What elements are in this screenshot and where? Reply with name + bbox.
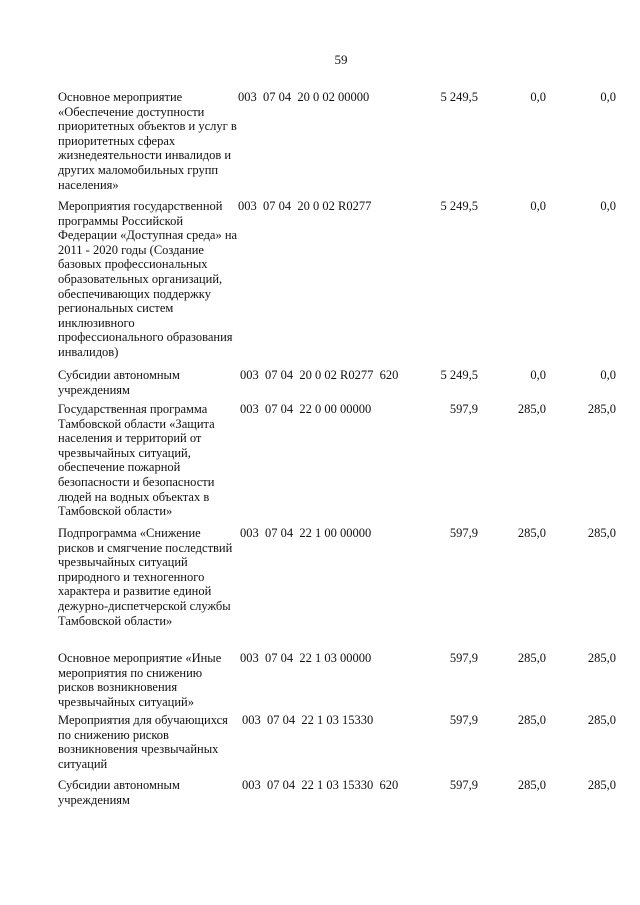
row-value-3: 285,0 [587,402,616,416]
row-value-2: 285,0 [517,651,546,665]
row-code: 003 07 04 20 0 02 00000 [238,90,370,104]
row-value-1: 5 249,5 [440,368,478,382]
row-code: 003 07 04 20 0 02 R0277 620 [240,368,399,382]
row-description: Субсидии автономным учреждениям [58,368,180,397]
row-value-2: 285,0 [517,402,546,416]
row-value-1: 5 249,5 [440,90,478,104]
row-code: 003 07 04 22 1 00 00000 [240,526,372,540]
row-description: Основное мероприятие «Иные мероприятия по снижению рисков возникновения чрезвычайных ситуаций» [58,651,222,709]
row-value-1: 597,9 [449,402,478,416]
row-description: Государственная программа Тамбовской области «Защита населения и территорий от чрезвычайных ситуаций, обеспечение пожарной безопасности и безопасности людей на водных объектах в Тамбовской области» [58,402,215,519]
row-description: Мероприятия государственной программы Российской Федерации «Доступная среда» на 2011 - 2020 годы (Создание базовых профессиональных образовательных организаций, обеспечивающих поддержку региональных систем инклюзивного профессионального образования инвалидов) [58,199,238,359]
row-description: Подпрограмма «Снижение рисков и смягчение последствий чрезвычайных ситуаций природного и техногенного характера и развитие единой дежурно-диспетчерской службы Тамбовской области» [58,526,233,628]
row-code: 003 07 04 22 1 03 15330 620 [242,778,399,792]
row-value-2: 285,0 [517,778,546,792]
row-value-3: 0,0 [600,199,616,213]
row-value-3: 0,0 [600,368,616,382]
row-value-1: 597,9 [449,651,478,665]
row-value-2: 0,0 [530,90,546,104]
row-value-1: 5 249,5 [440,199,478,213]
row-value-2: 0,0 [530,199,546,213]
row-code: 003 07 04 20 0 02 R0277 [238,199,372,213]
row-value-2: 285,0 [517,526,546,540]
row-description: Основное мероприятие «Обеспечение доступности приоритетных объектов и услуг в приоритетных сферах жизнедеятельности инвалидов и других маломобильных групп населения» [58,90,237,192]
row-value-3: 285,0 [587,713,616,727]
row-description: Субсидии автономным учреждениям [58,778,180,807]
page-number: 59 [334,52,348,67]
row-code: 003 07 04 22 1 03 15330 [242,713,374,727]
row-code: 003 07 04 22 1 03 00000 [240,651,372,665]
row-description: Мероприятия для обучающихся по снижению рисков возникновения чрезвычайных ситуаций [58,713,228,771]
row-value-3: 0,0 [600,90,616,104]
row-value-1: 597,9 [449,526,478,540]
row-value-2: 0,0 [530,368,546,382]
row-value-3: 285,0 [587,778,616,792]
row-value-3: 285,0 [587,526,616,540]
row-code: 003 07 04 22 0 00 00000 [240,402,372,416]
row-value-1: 597,9 [449,713,478,727]
row-value-2: 285,0 [517,713,546,727]
row-value-3: 285,0 [587,651,616,665]
row-value-1: 597,9 [449,778,478,792]
